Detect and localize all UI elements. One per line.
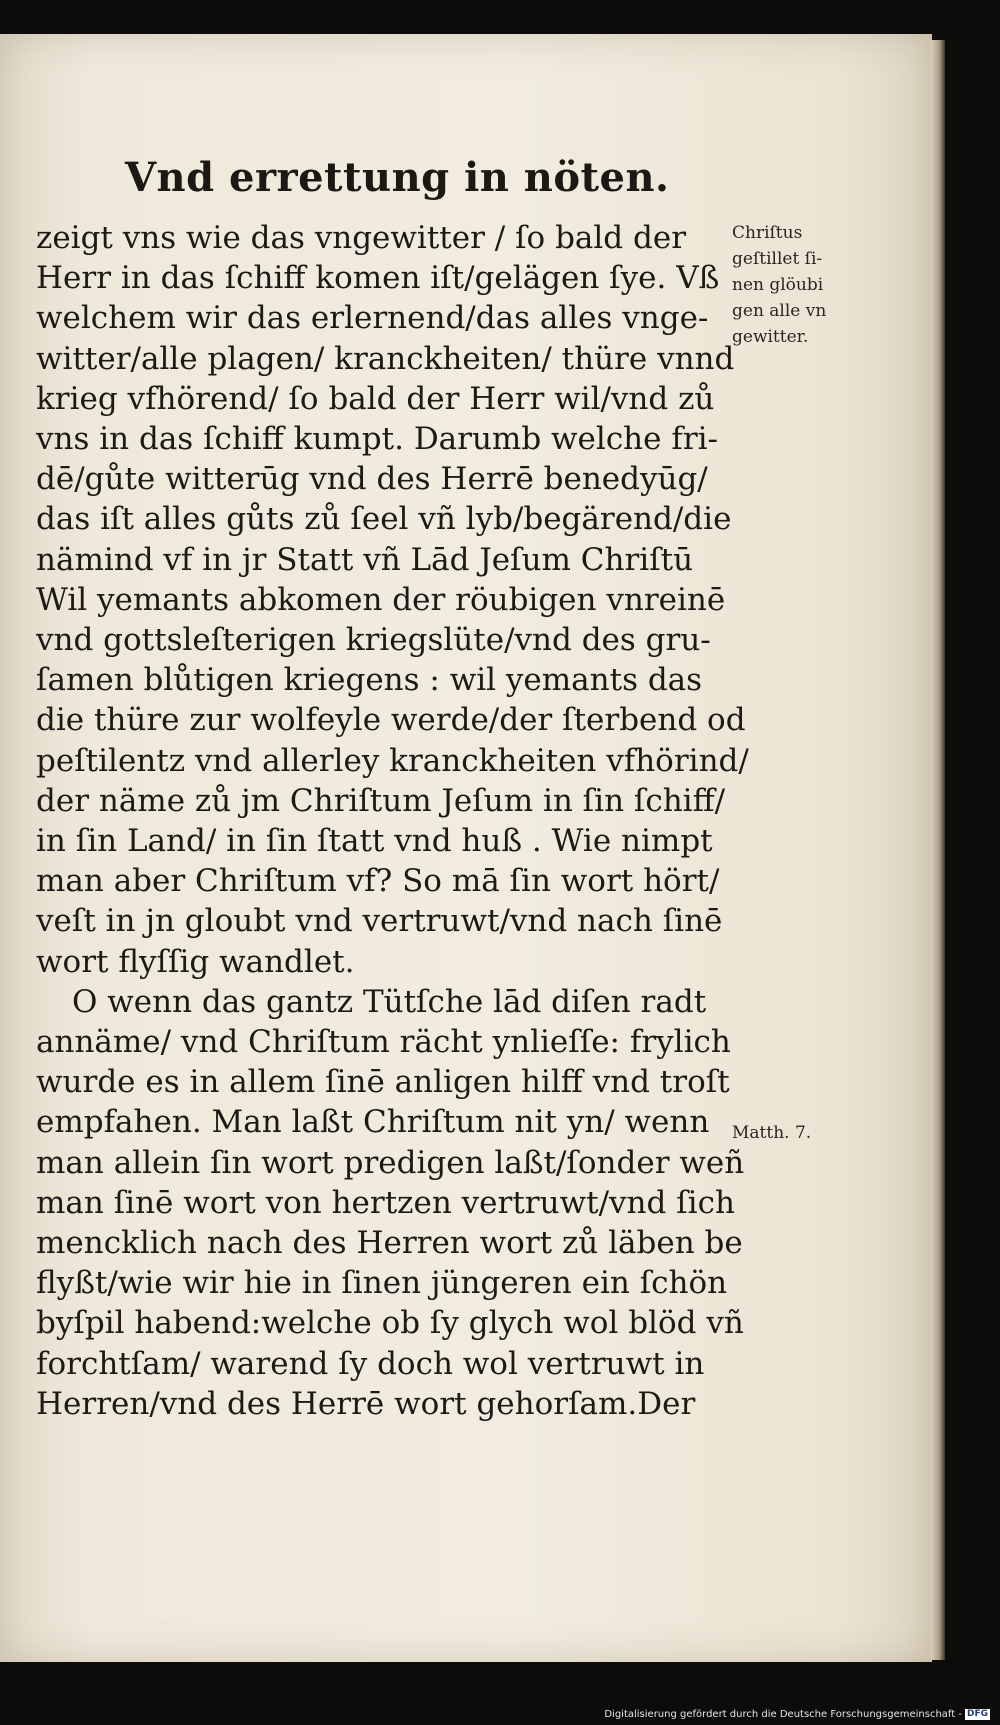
text-line: byſpil habend:welche ob ſy glych wol blöd vñ: [36, 1305, 744, 1342]
marginal-line: nen glöubi: [732, 275, 824, 295]
text-line: zeigt vns wie das vngewitter / ſo bald der: [36, 220, 687, 256]
marginal-note: [732, 220, 872, 350]
text-line: das iſt alles gůts zů ſeel vñ lyb/begärend/die: [36, 501, 732, 538]
text-line: empfahen. Man laßt Chriſtum nit yn/ wenn: [36, 1104, 710, 1141]
marginal-line: gen alle vn: [732, 301, 827, 321]
text-line: mencklich nach des Herren wort zů läben be: [36, 1225, 743, 1262]
text-line: Wil yemants abkomen der röubigen vnreinē: [36, 581, 726, 618]
text-line: man aber Chriſtum vf? So mā ſin wort hört/: [36, 863, 720, 900]
text-line: man ſinē wort von hertzen vertruwt/vnd ſich: [36, 1184, 735, 1221]
text-line: veſt in jn gloubt vnd vertruwt/vnd nach ſinē: [36, 903, 723, 940]
text-line: forchtſam/ warend ſy doch wol vertruwt in: [36, 1345, 705, 1382]
text-line: krieg vfhörend/ ſo bald der Herr wil/vnd zů: [36, 380, 715, 417]
book-page: [0, 34, 932, 1662]
text-line: in ſin Land/ in ſin ſtatt vnd huß . Wie nimpt: [36, 823, 713, 860]
text-line: dē/gůte witterūg vnd des Herrē benedyūg/: [36, 461, 708, 498]
funding-footer: [604, 1709, 990, 1720]
text-line: witter/alle plagen/ kranckheiten/ thüre vnnd: [36, 340, 735, 377]
marginal-line: gewitter.: [732, 327, 809, 347]
text-line: annäme/ vnd Chriſtum rächt ynlieſſe: frylich: [36, 1024, 731, 1061]
page-edge-shadow: [931, 40, 945, 1660]
text-line: Herren/vnd des Herrē wort gehorſam.Der: [36, 1385, 696, 1422]
text-line: wurde es in allem ſinē anligen hilff vnd troſt: [36, 1064, 730, 1101]
text-line: flyßt/wie wir hie in ſinen jüngeren ein ſchön: [36, 1265, 728, 1302]
dfg-logo: DFG: [966, 1709, 988, 1719]
text-line: wort flyſſig wandlet.: [36, 943, 355, 980]
text-line: die thüre zur wolfeyle werde/der ſterbend od: [36, 702, 746, 739]
paragraph-start-line: O wenn das gantz Tütſche lād diſen radt: [72, 983, 707, 1020]
text-line: vns in das ſchiff kumpt. Darumb welche fri-: [36, 421, 719, 458]
marginal-line: Chriſtus: [732, 223, 803, 243]
marginal-line: geſtillet ſi-: [732, 249, 823, 269]
text-line: ſamen blůtigen kriegens : wil yemants das: [36, 662, 703, 699]
text-line: peſtilentz vnd allerley kranckheiten vfhörind/: [36, 742, 749, 779]
marginal-reference: [732, 1120, 872, 1146]
text-line: man allein ſin wort predigen laßt/ſonder weñ: [36, 1144, 745, 1181]
running-head: Vnd errettung in nöten.: [125, 154, 670, 201]
text-line: nämind vf in jr Statt vñ Lād Jeſum Chriſtū: [36, 541, 694, 578]
text-line: der näme zů jm Chriſtum Jeſum in ſin ſchiff/: [36, 782, 726, 819]
marginal-line: Matth. 7.: [732, 1123, 812, 1143]
footer-text: Digitalisierung gefördert durch die Deutsche Forschungsgemeinschaft -: [604, 1709, 962, 1720]
text-line: Herr in das ſchiff komen iſt/gelägen ſye. Vß: [36, 260, 720, 297]
body-text: [36, 218, 749, 1424]
text-line: welchem wir das erlernend/das alles vnge-: [36, 300, 709, 337]
text-line: vnd gottsleſterigen kriegslüte/vnd des gru-: [36, 622, 711, 659]
